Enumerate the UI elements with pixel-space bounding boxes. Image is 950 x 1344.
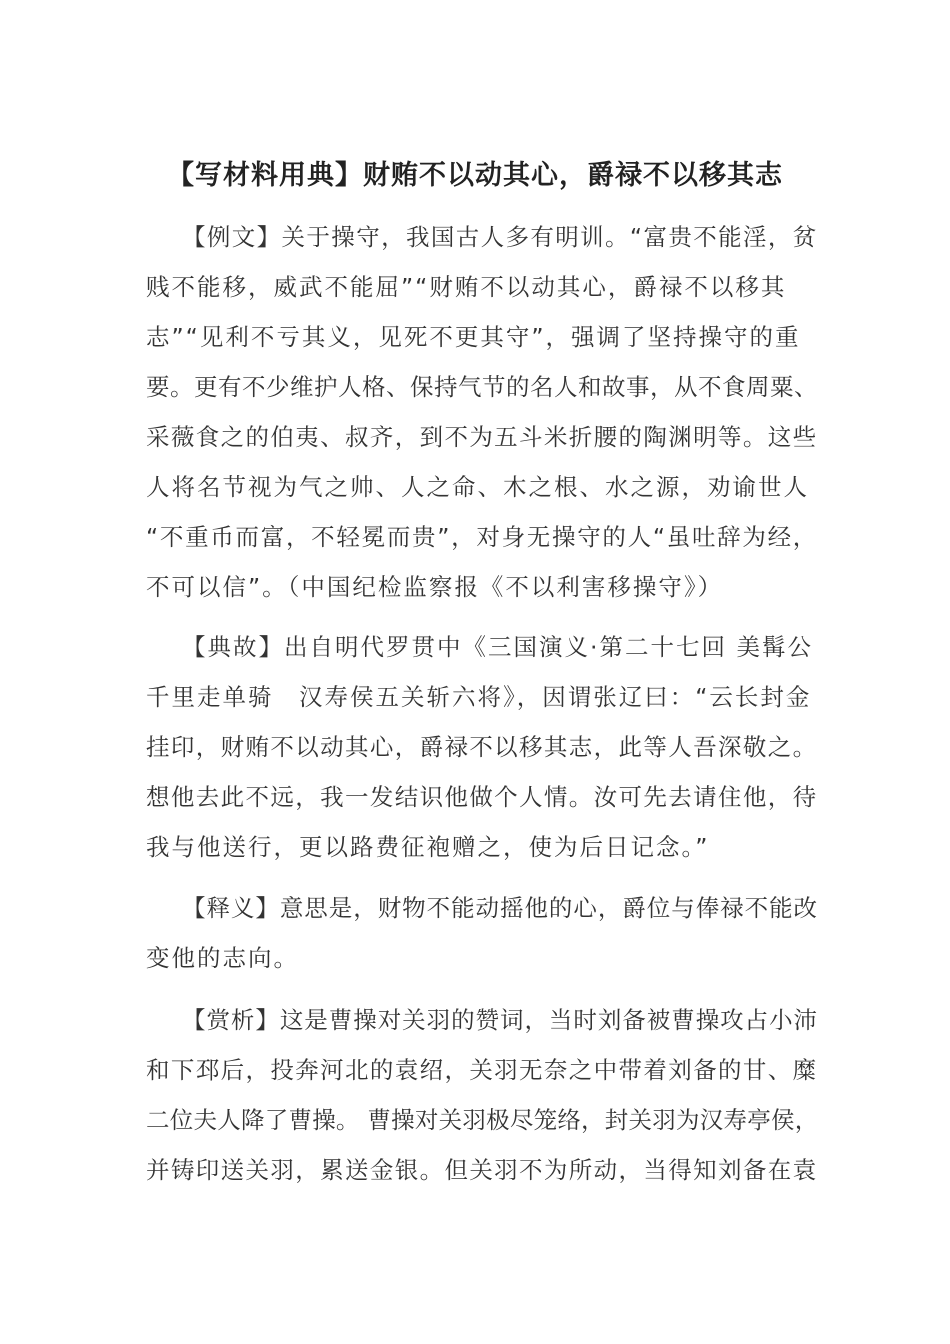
text-line: 【赏析】这是曹操对关羽的赞词，当时刘备被曹操攻占小沛 <box>182 1006 818 1034</box>
text-line: 人将名节视为气之帅、人之命、木之根、水之源，劝谕世人 <box>146 473 809 501</box>
section-meaning <box>146 883 818 983</box>
section-example <box>146 212 818 612</box>
text-line: 和下邳后，投奔河北的袁绍，关羽无奈之中带着刘备的甘、糜 <box>146 1056 818 1084</box>
text-line: 并铸印送关羽，累送金银。但关羽不为所动，当得知刘备在袁 <box>146 1156 818 1184</box>
text-line: 我与他送行，更以路费征袍赠之，使为后日记念。” <box>146 833 710 861</box>
document-title: 【写材料用典】财贿不以动其心，爵禄不以移其志 <box>167 160 783 191</box>
text-line: 挂印，财贿不以动其心，爵禄不以移其志，此等人吾深敬之。 <box>146 733 818 761</box>
text-line: 不可以信”。（中国纪检监察报《不以利害移操守》） <box>146 573 724 601</box>
text-line: 变他的志向。 <box>146 944 299 972</box>
text-line: “不重币而富，不轻冕而贵”，对身无操守的人“虽吐辞为经， <box>146 523 819 551</box>
section-appreciation <box>146 995 818 1195</box>
text-line: 【释义】意思是，财物不能动摇他的心，爵位与俸禄不能改 <box>182 894 818 922</box>
text-line: 【例文】关于操守，我国古人多有明训。“富贵不能淫，贫 <box>182 223 818 251</box>
text-line: 千里走单骑 汉寿侯五关斩六将》，因谓张辽曰：“云长封金 <box>146 683 812 711</box>
text-line: 采薇食之的伯夷、叔齐，到不为五斗米折腰的陶渊明等。这些 <box>146 423 818 451</box>
text-line: 要。更有不少维护人格、保持气节的名人和故事，从不食周粟、 <box>146 373 818 401</box>
text-line: 想他去此不远，我一发结识他做个人情。汝可先去请住他，待 <box>146 783 818 811</box>
text-line: 志”“见利不亏其义，见死不更其守”，强调了坚持操守的重 <box>146 323 801 351</box>
text-line: 二位夫人降了曹操。 曹操对关羽极尽笼络，封关羽为汉寿亭侯， <box>146 1106 819 1134</box>
text-line: 【典故】出自明代罗贯中《三国演义·第二十七回 美髯公 <box>182 633 813 661</box>
section-allusion <box>146 622 818 872</box>
text-line: 贱不能移，威武不能屈”“财贿不以动其心，爵禄不以移其 <box>146 273 787 301</box>
